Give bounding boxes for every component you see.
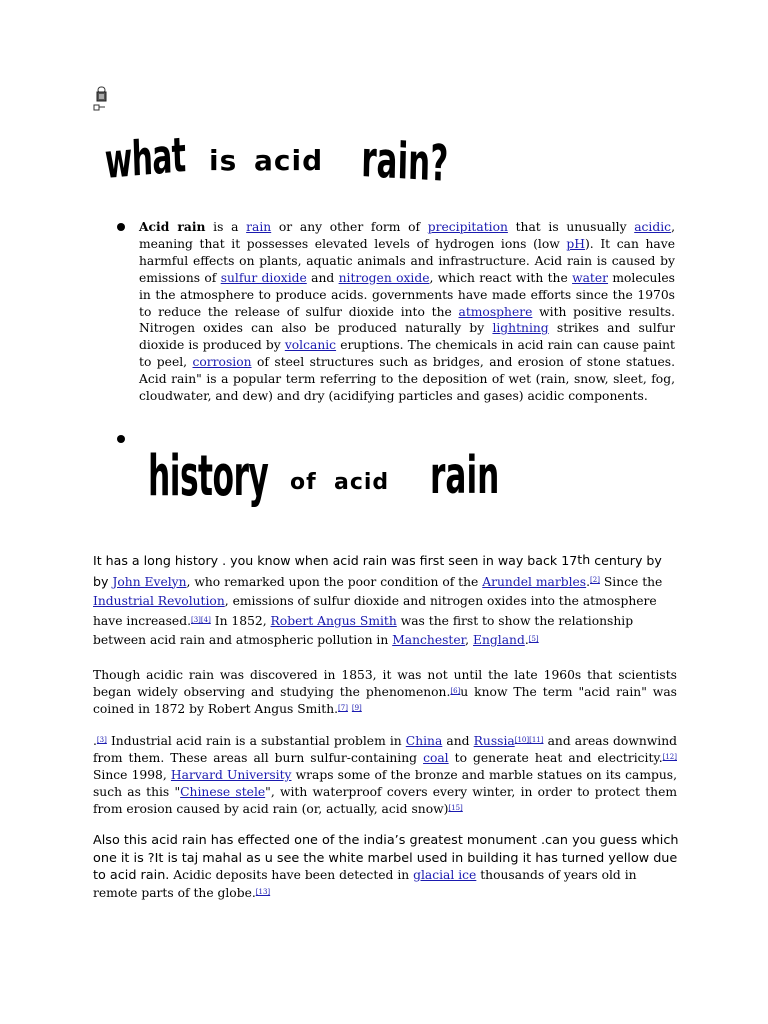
text: It has a long history . you know when acid rain was first seen in way back 17 (93, 553, 578, 568)
text: Industrial acid rain is a substantial problem in (106, 734, 406, 748)
citation-link[interactable]: [6] (450, 687, 461, 695)
text: , (465, 633, 473, 647)
link-precipitation[interactable]: precipitation (427, 220, 508, 234)
text: ). It can have harmful effects on plants, aquatic animals and infrastructure. Acid rain is caused by emissions of (139, 236, 675, 285)
text: , meaning that it possesses elevated levels of hydrogen ions (low (139, 220, 675, 251)
link-rain[interactable]: rain (246, 220, 272, 234)
link-chinese-stele[interactable]: Chinese stele (180, 785, 266, 799)
citation-link[interactable]: [10][11] (514, 736, 544, 744)
paragraph-acid-rain-definition (139, 219, 675, 405)
heading-word: rain (430, 446, 500, 506)
link-lightning[interactable]: lightning (492, 321, 549, 336)
heading-word: history (148, 444, 269, 509)
text: ", with waterproof covers every winter, in order to protect them from erosion caused by acid rain (or, actually, acid snow) (93, 785, 678, 816)
link-industrial-revolution[interactable]: Industrial Revolution (93, 594, 225, 608)
term-acid-rain: Acid rain (139, 219, 206, 234)
text: strikes and sulfur dioxide is produced by (139, 321, 675, 353)
heading-word: rain? (360, 130, 449, 193)
link-volcanic[interactable]: volcanic (284, 338, 337, 353)
text: with positive results. Nitrogen oxides can also be produced naturally by (139, 304, 675, 336)
text: eruptions. The chemicals in acid rain can cause paint to peel, (139, 338, 675, 370)
link-harvard-university[interactable]: Harvard University (170, 768, 292, 782)
heading-word: of (290, 470, 317, 495)
text: Since the (599, 574, 663, 589)
heading-word: what (104, 127, 187, 190)
citation-link[interactable]: [12] (662, 753, 677, 761)
text: or any other form of (271, 220, 428, 234)
heading-word: is (209, 144, 238, 177)
paragraph-discovery (93, 667, 677, 718)
paperclip-icon (93, 86, 109, 114)
link-ph[interactable]: pH (566, 236, 585, 251)
text: . (93, 734, 97, 748)
text: molecules in the atmosphere to produce acids. governments have made efforts since the 1970s to reduce the release of sulfur dioxide into the (139, 270, 675, 319)
link-coal[interactable]: coal (423, 751, 449, 765)
text: Also this acid rain has effected one of the india’s greatest monument .can you guess which one it is ?It is taj mahal as u see the white marbel used in building it has turned yellow due to acid rain. (93, 833, 679, 883)
text: and (442, 734, 474, 748)
link-arundel-marbles[interactable]: Arundel marbles (482, 574, 587, 589)
text: century by by (93, 553, 662, 589)
heading-word: acid (254, 144, 324, 177)
text: , who remarked upon the poor condition of the (186, 574, 483, 589)
text: thousands of years old in remote parts of the globe. (93, 868, 637, 900)
link-manchester[interactable]: Manchester (392, 633, 466, 647)
paragraph-history (93, 551, 677, 651)
text: u know The term "acid rain" was coined in 1872 by Robert Angus Smith. (93, 685, 677, 716)
link-acidic[interactable]: acidic (634, 220, 672, 234)
text: that is unusually (507, 220, 635, 234)
text: was the first to show the relationship between acid rain and atmospheric pollution in (93, 613, 634, 647)
link-robert-angus-smith[interactable]: Robert Angus Smith (270, 613, 397, 628)
heading-word: acid (334, 470, 390, 495)
link-sulfur-dioxide[interactable]: sulfur dioxide (220, 270, 307, 285)
heading-history-of-acid-rain (148, 444, 518, 509)
citation-link[interactable]: [13] (255, 887, 271, 896)
bullet-icon (117, 435, 125, 443)
link-china[interactable]: China (405, 734, 443, 748)
text: is a (205, 220, 247, 234)
text: wraps some of the bronze and marble statues on its campus, such as this " (93, 768, 677, 799)
text: of steel structures such as bridges, and erosion of stone statues. Acid rain" is a popular term referring to the deposition of wet (rain, snow, sleet, fog, cloudwater, and dew) and dry (acidifying particles and gases) acidic components. (139, 355, 675, 404)
text: In 1852, (210, 613, 271, 628)
citation-link[interactable]: [5] (528, 635, 539, 643)
link-russia[interactable]: Russia (473, 734, 515, 748)
text: . (586, 574, 591, 589)
link-atmosphere[interactable]: atmosphere (458, 304, 533, 319)
citation-link[interactable]: [3] (96, 736, 107, 744)
paragraph-taj-mahal (93, 832, 683, 902)
text: Since 1998, (93, 768, 171, 782)
text: . (524, 633, 529, 647)
citation-link[interactable]: [15] (448, 804, 463, 812)
link-water[interactable]: water (572, 270, 609, 285)
citation-link[interactable]: [3][4] (190, 615, 211, 624)
link-john-evelyn[interactable]: John Evelyn (112, 574, 187, 589)
text: to generate heat and electricity. (448, 751, 663, 765)
superscript: th (577, 552, 591, 567)
citation-link[interactable]: [9] (351, 704, 362, 712)
link-england[interactable]: England (473, 633, 525, 647)
text: , which react with the (429, 270, 573, 285)
link-nitrogen-oxide[interactable]: nitrogen oxide (338, 270, 430, 285)
link-glacial-ice[interactable]: glacial ice (413, 868, 477, 882)
paragraph-industrial-acid-rain (93, 733, 677, 818)
heading-what-is-acid-rain (104, 126, 449, 196)
link-corrosion[interactable]: corrosion (192, 355, 252, 370)
text: and (306, 270, 339, 285)
text: , emissions of sulfur dioxide and nitrogen oxides into the atmosphere have increased. (93, 594, 657, 628)
text: Acidic deposits have been detected in (169, 868, 414, 882)
bullet-icon (117, 223, 125, 231)
citation-link[interactable]: [2] (590, 575, 600, 584)
text: and areas downwind from them. These areas all burn sulfur-containing (93, 734, 677, 765)
text: Though acidic rain was discovered in 1853, it was not until the late 1960s that scientists began widely observing and studying the phenomenon. (93, 668, 677, 699)
citation-link[interactable]: [7] (338, 704, 348, 712)
